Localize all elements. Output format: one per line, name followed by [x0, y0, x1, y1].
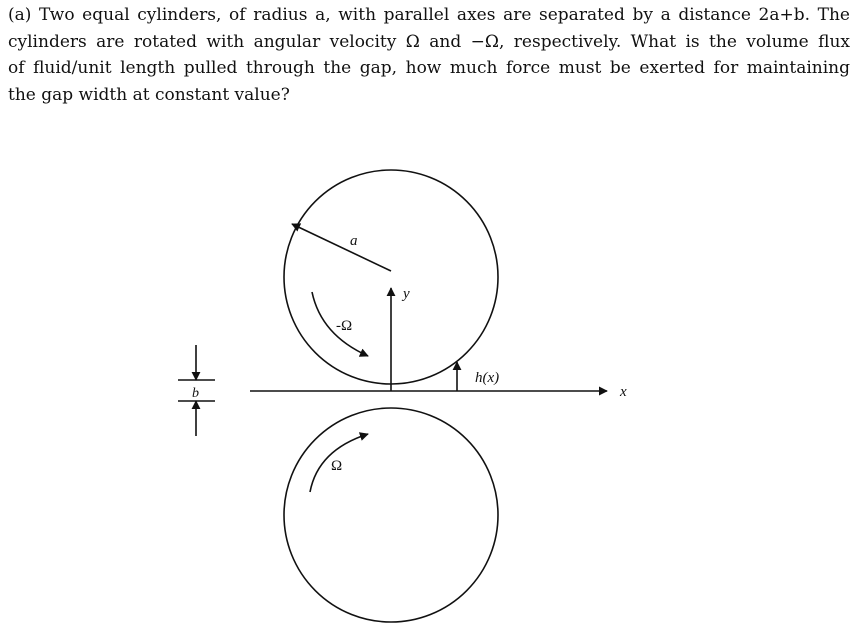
gap-height-label: h(x): [475, 370, 500, 386]
gap-width-label: b: [192, 386, 199, 401]
problem-line-3: of fluid/unit length pulled through the gap, how much force must be exerted for maintaining: [8, 58, 850, 78]
lower-cylinder: [284, 408, 498, 622]
x-axis-label: x: [620, 384, 627, 400]
lower-rotation-label: Ω: [331, 458, 343, 474]
upper-rotation-label: -Ω: [336, 318, 353, 334]
problem-line-1: (a) Two equal cylinders, of radius a, with parallel axes are separated by a distance 2a+b. The: [8, 5, 850, 25]
radius-label: a: [350, 233, 358, 249]
problem-line-2: cylinders are rotated with angular velocity Ω and −Ω, respectively. What is the volume flux: [8, 31, 850, 52]
problem-line-4: the gap width at constant value?: [8, 84, 290, 105]
y-axis-label: y: [403, 286, 410, 302]
radius-arrow: [292, 224, 391, 271]
